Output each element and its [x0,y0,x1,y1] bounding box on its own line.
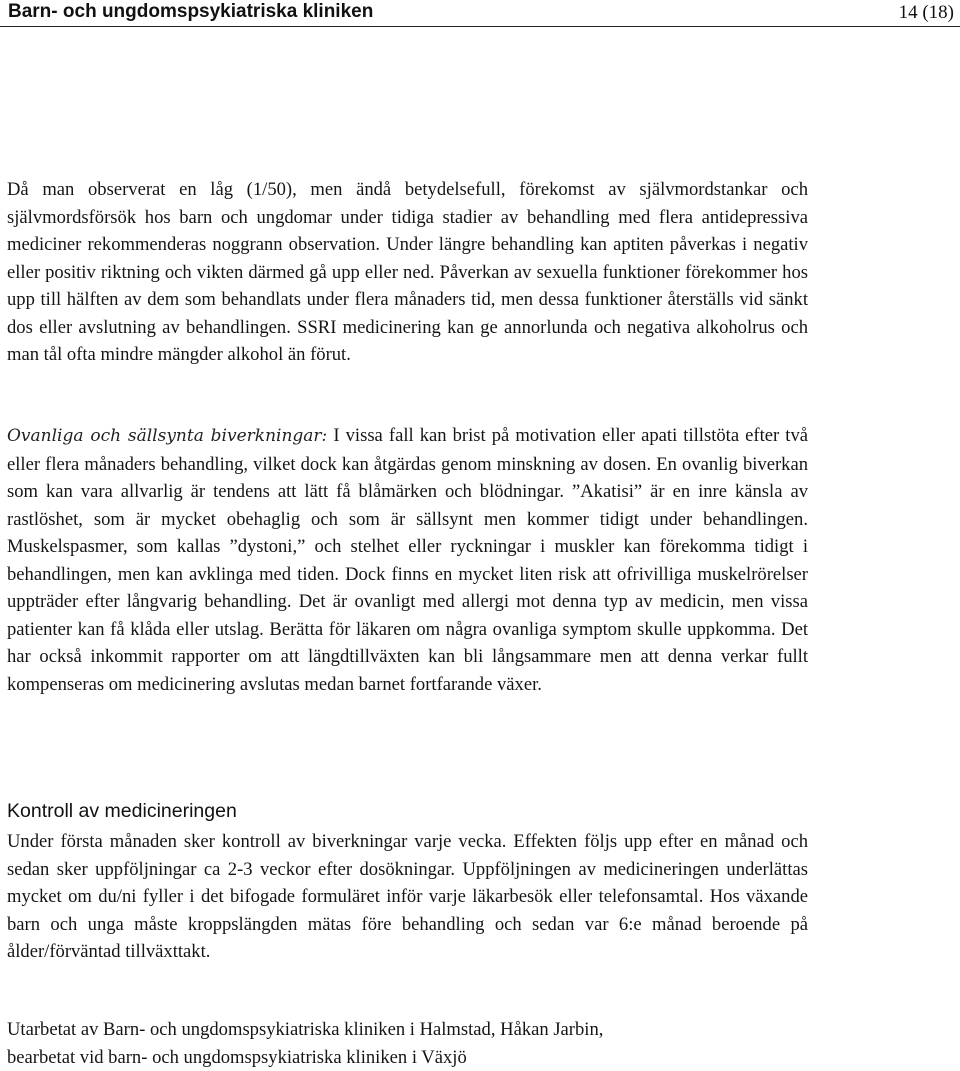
side-effects-text: I vissa fall kan brist på motivation eller apati tillstöta efter två eller flera månaders behandling, vilket dock kan åtgärdas genom minskning av dosen. En ovanlig biverkan som kan vara allvarlig är tendens att lätt få blåmärken och blödningar. ”Akatisi” är en inre känsla av rastlöshet, som är mycket obehaglig och som är sällsynt men kommer tidigt under behandlingen. Muskelspasmer, som kallas ”dystoni,” och stelhet eller ryckningar i muskler kan förekomma tidigt i behandlingen, men kan avklinga med tiden. Dock finns en mycket liten risk att ofrivilliga muskelrörelser uppträder efter långvarig behandling. Det är ovanligt med allergi mot denna typ av medicin, men vissa patienter kan få klåda eller utslag. Berätta för läkaren om några ovanliga symptom skulle uppkomma. Det har också inkommit rapporter om att längdtillväxten kan bli långsammare men att denna verkar fullt kompenseras om medicinering avslutas medan barnet fortfarande växer. [7,425,808,695]
header-title: Barn- och ungdomspsykiatriska kliniken [8,1,374,22]
footer-line-1: Utarbetat av Barn- och ungdomspsykiatriska kliniken i Halmstad, Håkan Jarbin, [7,1019,604,1040]
section-heading-kontroll: Kontroll av medicineringen [7,800,237,822]
page-header [0,0,960,27]
side-effects-heading: Ovanliga och sällsynta biverkningar: [7,426,328,446]
page-number: 14 (18) [898,2,954,23]
paragraph-observation: Då man observerat en låg (1/50), men ändå betydelsefull, förekomst av självmordstankar och självmordsförsök hos barn och ungdomar under tidiga stadier av behandling med flera antidepressiva mediciner rekommenderas noggrann observation. Under längre behandling kan aptiten påverkas i negativ eller positiv riktning och vikten därmed gå upp eller ned. Påverkan av sexuella funktioner förekommer hos upp till hälften av dem som behandlats under flera månaders tid, men dessa funktioner återställs vid sänkt dos eller avslutning av behandlingen. SSRI medicinering kan ge annorlunda och negativa alkoholrus och man tål ofta mindre mängder alkohol än förut. [7,179,808,365]
authorship-footer [7,1016,808,1071]
footer-line-2: bearbetat vid barn- och ungdomspsykiatriska kliniken i Växjö [7,1046,467,1068]
paragraph-kontroll: Under första månaden sker kontroll av biverkningar varje vecka. Effekten följs upp efter en månad och sedan sker uppföljningar ca 2-3 veckor efter dosökningar. Uppföljningen av medicineringen underlättas mycket om du/ni fyller i det bifogade formuläret inför varje läkarbesök eller telefonsamtal. Hos växande barn och unga måste kroppslängden mätas före behandling och sedan var 6:e månad beroende på ålder/förväntad tillväxttakt. [7,831,808,962]
paragraph-side-effects [7,422,808,698]
